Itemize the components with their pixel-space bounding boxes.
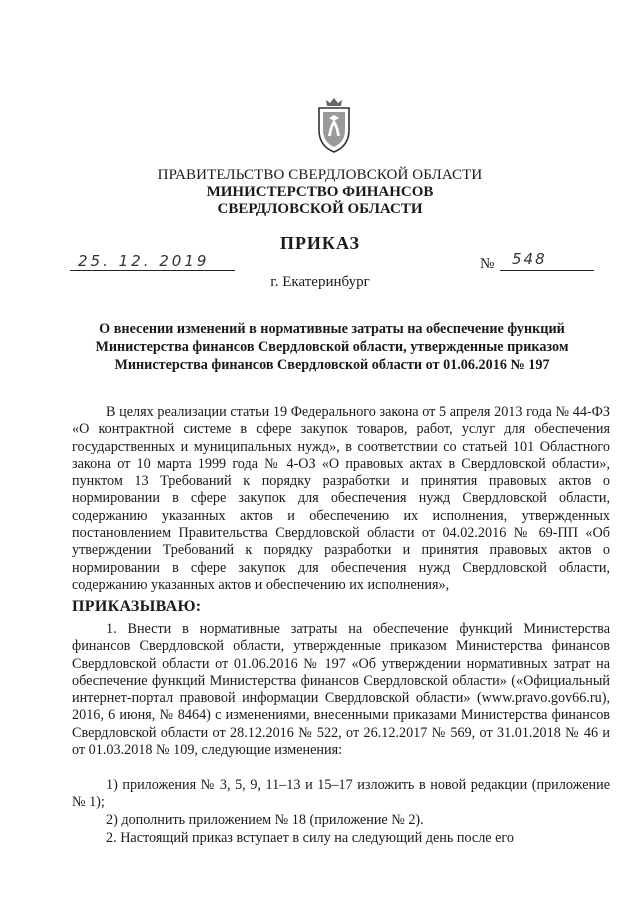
date-underline <box>70 270 235 271</box>
number-underline <box>500 270 594 271</box>
document-type: ПРИКАЗ <box>279 233 361 253</box>
item-1-2-paragraph: 2) дополнить приложением № 18 (приложение № 2). <box>106 812 424 828</box>
orders-word: ПРИКАЗЫВАЮ: <box>72 598 202 615</box>
item-1-paragraph: 1. Внести в нормативные затраты на обеспечение функций Министерства финансов Свердловской области, утвержденные приказом Министерства финансов Свердловской области от 01.06.2016 № 197 «Об утверждении нормативных затрат на обеспечение функций Министерства финансов Свердловской области» («Официальный интернет-портал правовой информации Свердловской области» (www.pravo.gov66.ru), 2016, 6 июня, № 8464) с изменениями, внесенными приказами Министерства финансов Свердловской области от 28.12.2016 № 522, от 26.12.2017 № 569, от 31.01.2018 № 46 и от 01.03.2018 № 109, следующие изменения: <box>72 621 610 759</box>
number-sign: № <box>480 256 495 272</box>
order-title: О внесении изменений в нормативные затраты на обеспечение функций Министерства финансов Свердловской области, утвержденные приказом Министерства финансов Свердловской области от 01.06.2016 № 197 <box>95 321 569 373</box>
item-2-paragraph: 2. Настоящий приказ вступает в силу на следующий день после его <box>106 830 514 846</box>
city: г. Екатеринбург <box>270 274 370 290</box>
coat-of-arms-icon <box>314 96 354 154</box>
ministry-name-line2: СВЕРДЛОВСКОЙ ОБЛАСТИ <box>217 201 423 217</box>
preamble-paragraph: В целях реализации статьи 19 Федерального закона от 5 апреля 2013 года № 44-ФЗ «О контрактной системе в сфере закупок товаров, работ, услуг для обеспечения государственных и муниципальных нужд», в соответствии со статьей 101 Областного закона от 10 марта 1999 года № 4-ОЗ «О правовых актах в Свердловской области», пунктом 13 Требований к порядку разработки и принятия правовых актов о нормировании в сфере закупок для обеспечения нужд Свердловской области, содержанию указанных актов и обеспечению их исполнения, утвержденных постановлением Правительства Свердловской области от 04.02.2016 № 69-ПП «Об утверждении Требований к порядку разработки и принятия правовых актов о нормировании в сфере закупок для обеспечения нужд Свердловской области, содержанию указанных актов и обеспечению их исполнения», <box>72 404 610 593</box>
government-name: ПРАВИТЕЛЬСТВО СВЕРДЛОВСКОЙ ОБЛАСТИ <box>157 167 483 183</box>
ministry-name-line1: МИНИСТЕРСТВО ФИНАНСОВ <box>206 184 434 200</box>
order-date: 25. 12. 2019 <box>78 252 210 270</box>
item-1-1-paragraph: 1) приложения № 3, 5, 9, 11–13 и 15–17 изложить в новой редакции (приложение № 1); <box>72 777 610 811</box>
order-number: 548 <box>512 250 547 268</box>
